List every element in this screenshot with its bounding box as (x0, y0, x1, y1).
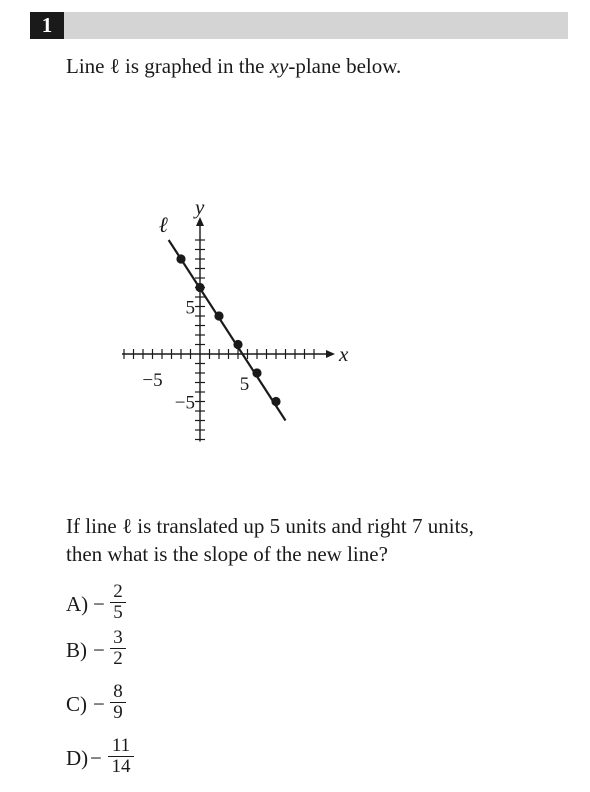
stem-text-before: Line ℓ is graphed in the (66, 54, 270, 78)
choice-a-numerator: 2 (113, 581, 123, 602)
line-point (195, 283, 204, 292)
line-point (176, 254, 185, 263)
line-point (252, 368, 261, 377)
choice-d-sign: − (90, 746, 102, 770)
choice-a-letter: A) (66, 592, 89, 616)
choice-b-fraction (110, 628, 126, 669)
choice-a-sign: − (93, 592, 105, 616)
line-point (271, 397, 280, 406)
choice-c-fraction (110, 682, 126, 723)
choice-b-letter: B) (66, 638, 87, 662)
x-axis-label: x (339, 342, 349, 366)
choice-d-numerator: 11 (111, 735, 131, 756)
choice-b-sign: − (93, 638, 105, 662)
tick-label-y-5: 5 (185, 297, 195, 319)
choice-d-fraction (108, 736, 134, 777)
choice-a-fraction (110, 582, 126, 623)
line-point (233, 340, 242, 349)
question-line-2: then what is the slope of the new line? (66, 542, 388, 566)
choice-c-denominator: 9 (110, 702, 126, 723)
line-point (214, 311, 223, 320)
tick-label-y-neg5: −5 (174, 392, 195, 414)
choice-a-denominator: 5 (110, 602, 126, 623)
tick-label-x-5: 5 (239, 374, 250, 395)
stem-text-after: -plane below. (288, 54, 402, 78)
choice-d-letter: D) (66, 746, 89, 770)
choice-c-numerator: 8 (113, 681, 123, 702)
choice-b-denominator: 2 (110, 648, 126, 669)
line-label: ℓ (158, 212, 168, 237)
axis-ticks (124, 240, 314, 440)
choice-c-letter: C) (66, 692, 87, 716)
choice-d-denominator: 14 (108, 756, 134, 777)
choice-c-sign: − (93, 692, 105, 716)
y-axis-label: y (195, 195, 205, 219)
question-prompt (66, 512, 566, 568)
tick-label-x-neg5: −5 (142, 370, 163, 391)
stem-xy: xy (269, 54, 289, 78)
question-line-1: If line ℓ is translated up 5 units and right 7 units, (66, 514, 474, 538)
question-number: 1 (30, 12, 64, 39)
x-axis-arrow (326, 350, 335, 358)
choice-b-numerator: 3 (113, 627, 123, 648)
